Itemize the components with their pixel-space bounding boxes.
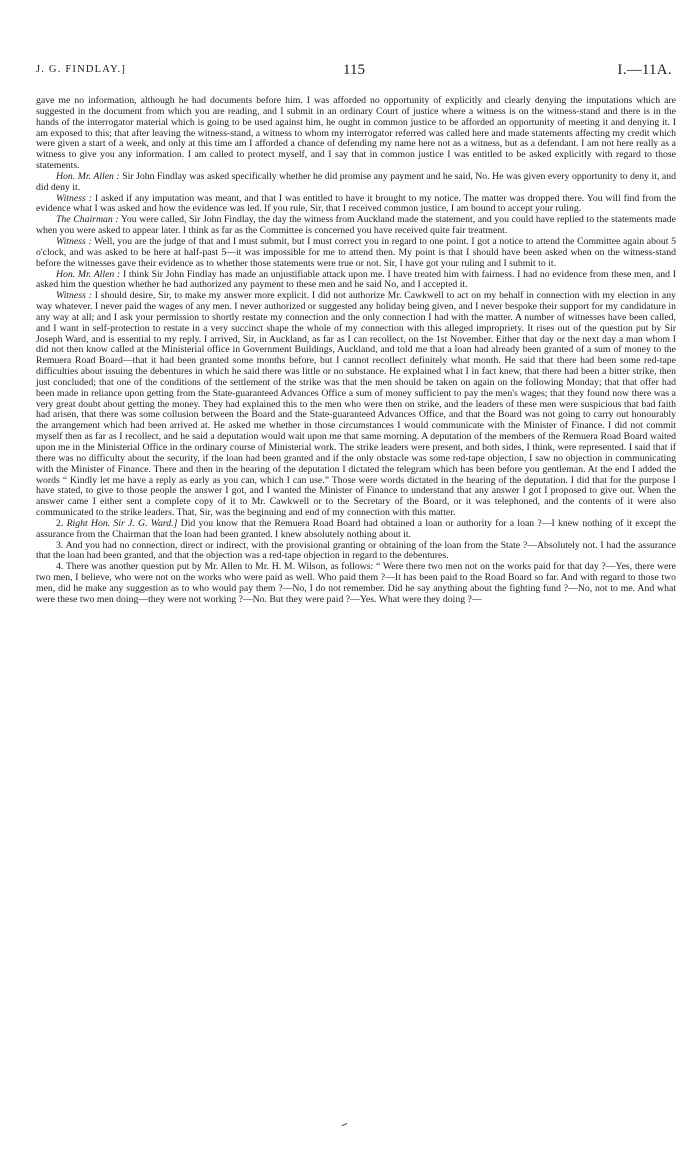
- speaker-label: Hon. Mr. Allen :: [56, 268, 121, 280]
- paragraph-text: Well, you are the judge of that and I must submit, but I must correct you in regard to one point. I got a notice to attend the Committee again about 5 o'clock, and was asked to be here at half-past 5—it was impossible for me to attend then. My point is that I should have been asked when on the witness-stand before the witnesses gave their evidence as to whether those statements were true or not. Sir, I have got your ruling and I submit to it.: [36, 235, 676, 269]
- speaker-label: Witness :: [56, 290, 92, 302]
- paragraph: [36, 96, 676, 172]
- paragraph: [36, 237, 676, 270]
- page-header: [36, 62, 672, 82]
- page-number: 115: [343, 62, 365, 78]
- paragraph: [36, 519, 676, 541]
- paragraph-text: Sir John Findlay was asked specifically whether he did promise any payment and he said, No. He was given every opportunity to deny it, and did deny it.: [36, 170, 677, 193]
- speaker-label: The Chairman :: [56, 214, 119, 226]
- paragraph-text: You were called, Sir John Findlay, the day the witness from Auckland made the statement, and you could have replied to the statements made when you were asked to appear later. I think as far as the Committee is concerned you have received quite fair treatment.: [36, 214, 677, 237]
- paragraph-text: I should desire, Sir, to make my answer more explicit. I did not authorize Mr. Cawkwell to act on my behalf in connection with my election in any way whatever. I never paid the wages of any men. I never authorized or suggested any holiday being given, and I never bespoke their support for my candidature in any way at all; and I ask your permission to shortly restate my connection and the only connection I had with the matter. A number of witnesses have been called, and I want in self-protection to restate in a very succinct shape the whole of my connection with this alleged impropriety. It rises out of the question put by Sir Joseph Ward, and is essential to my reply. I arrived, Sir, in Auckland, as far as I can recollect, on the 1st November. Either that day or the next day a man whom I did not then know called at the Ministerial office in Government Buildings, Auckland, and told me that a loan had already been granted of a sum of money to the Remuera Road Board—that it had been granted some months before, but I cannot recollect definitely what month. He said that there had been some red-tape difficulties about issuing the debentures in which he said there was little or no substance. He explained what I in fact knew, that there had been a bitter strike, then just concluded; that one of the conditions of the settlement of the strike was that the men should be taken on again on the following Monday; that that offer had been made in reliance upon getting from the State-guaranteed Advances Office a sum of money sufficient to pay the men's wages; that they found now there was a very great doubt about getting the money. They had explained this to the men who were then on strike, and the leaders of these men were suspicious that bad faith had arisen, that there was some collusion between the Board and the State-guaranteed Advances Office, and that the Board was not going to carry out honourably the arrangement which had been arrived at. He asked me whether in those circumstances I would communicate with the Minister of Finance. I did not commit myself then as far as I recollect, and he said a deputation would wait upon me that same morning. A deputation of the members of the Remuera Road Board waited upon me in the Ministerial Office in the ordinary course of Ministerial work. The strike leaders were present, and both sides, I think, were represented. I said that if there was no difficulty about the security, if the loan had been granted and if the only obstacle was some red-tape objection, I saw no objection in communicating with the Minister of Finance. There and then in the hearing of the deputation I dictated the telegram which has been before you gentleman. At the end I added the words “ Kindly let me have a reply as early as you can, which I can use.” Those were words dictated in the hearing of the deputation. I did that for the purpose I have stated, to give to those people the answer I got, and I wanted the Minister of Finance to understand that any answer I got I proposed to give out. When the answer came I either sent a complete copy of it to Mr. Cawkwell or to the Secretary of the Board, or it was telephoned, and the contents of it were also communicated to the strike leaders. That, Sir, was the beginning and end of my connection with this matter.: [36, 290, 676, 519]
- paragraph-text: Did you know that the Remuera Road Board had obtained a loan or authority for a loan ?—I knew nothing of it except the assurance from the Chairman that the loan had been granted. I knew absolutely nothing about it.: [36, 517, 677, 540]
- speaker-label: Hon. Mr. Allen :: [56, 170, 120, 182]
- paragraph: [36, 194, 676, 216]
- paragraph-text: 4. There was another question put by Mr. Allen to Mr. H. M. Wilson, as follows: “ Were there two men not on the works paid for that day ?—Yes, there were two men, I believe, who were not on the works who were paid as well. Who paid them ?—It has been paid to the Road Board so far. And with regard to those two men, did he make any suggestion as to who would pay them ?—No, I do not remember. Did he say anything about the fighting fund ?—No, not to me. And what were these two men doing—they were not working ?—No. But they were paid ?—Yes. What were they doing ?—: [36, 561, 676, 605]
- paragraph: [36, 270, 676, 292]
- paragraph: [36, 172, 676, 194]
- running-head-left: J. G. FINDLAY.]: [36, 64, 127, 75]
- question-number: 2.: [56, 517, 67, 529]
- paragraph-text: gave me no information, although he had documents before him. I was afforded no opportunity of explicitly and clearly denying the imputations which are suggested in the document from which you are reading, and I submit in an ordinary Court of justice where a witness is on the witness-stand and there is in the hands of the interrogator material which is going to be used against him, he ought in common justice to be afforded an opportunity of meeting it and denying it. I am exposed to this; that after leaving the witness-stand, a witness to whom my interrogator referred was called here and made statements affecting my credit which were given a start of a week, and only at this time am I afforded a chance of defending my name here not as a witness, but as a defendant. I am not here really as a witness to give you any information. I am called to protect myself, and I say that in common justice I was entitled to be asked explicitly with regard to those statements.: [36, 95, 676, 172]
- speaker-label: Witness :: [56, 192, 92, 204]
- paragraph: [36, 562, 676, 605]
- body-text: [36, 96, 676, 606]
- paragraph-text: 3. And you had no connection, direct or indirect, with the provisional granting or obtaining of the loan from the State ?—Absolutely not. I had the assurance that the loan had been granted, and that the objection was a red-tape objection in regard to the debentures.: [36, 539, 676, 562]
- document-reference: I.—11A.: [617, 62, 672, 78]
- paragraph: [36, 291, 676, 519]
- paragraph-text: I think Sir John Findlay has made an unjustifiable attack upon me. I have treated him with fairness. I had no evidence from these men, and I asked him the question whether he had authorized any payment to these men and he said No, and I accepted it.: [36, 268, 676, 291]
- paragraph: [36, 541, 676, 563]
- speaker-label: Witness :: [56, 235, 92, 247]
- stray-mark: [341, 1123, 348, 1129]
- speaker-label: Right Hon. Sir J. G. Ward.]: [66, 517, 178, 529]
- paragraph: [36, 215, 676, 237]
- paragraph-text: I asked if any imputation was meant, and that I was entitled to have it brought to my notice. The matter was dropped there. You will find from the evidence what I was asked and how the evidence was led. If you rule, Sir, that I received common justice, I am bound to accept your ruling.: [36, 192, 676, 215]
